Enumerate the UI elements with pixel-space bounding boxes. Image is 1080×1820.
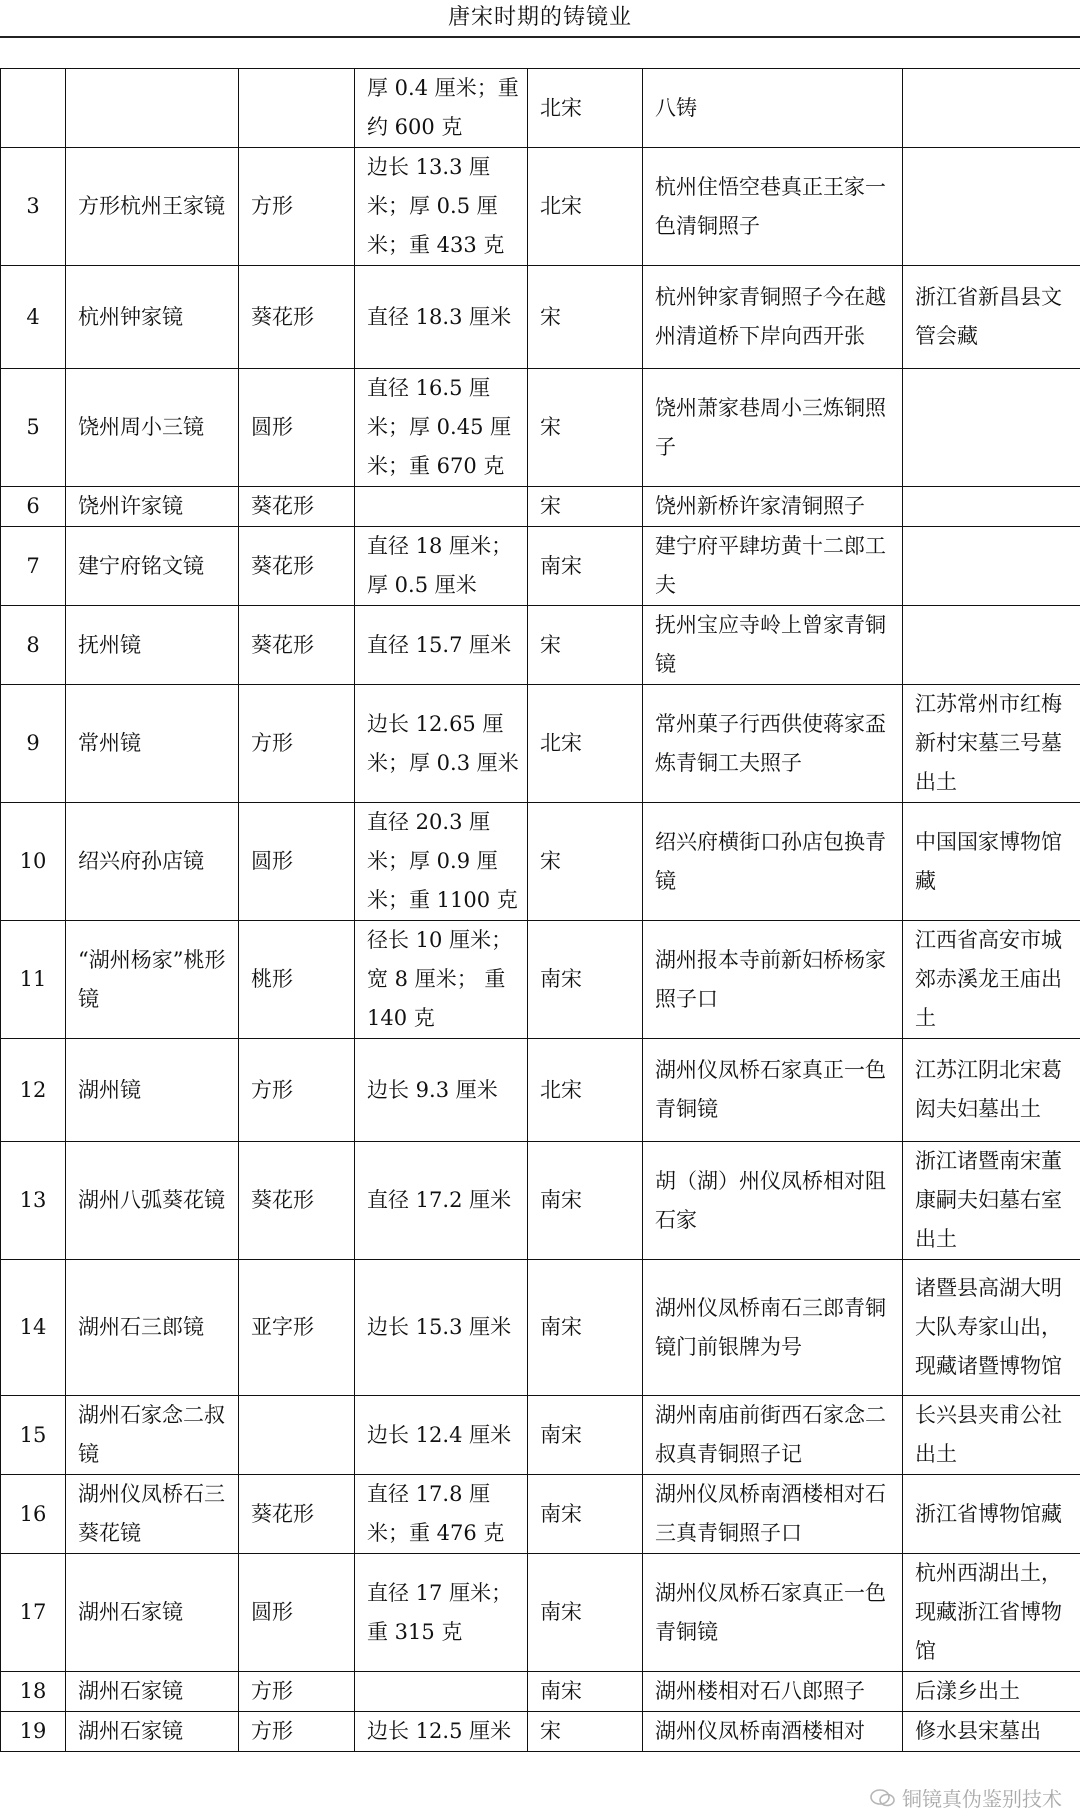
cell-mirror-name: 湖州仪凤桥石三葵花镜 (66, 1475, 239, 1554)
cell-era: 宋 (528, 369, 643, 487)
cell-shape: 亚字形 (239, 1260, 355, 1396)
table-row (1, 1712, 1080, 1752)
cell-inscription: 杭州住悟空巷真正王家一色清铜照子 (643, 148, 903, 266)
cell-number: 16 (1, 1475, 66, 1554)
cell-mirror-name: 绍兴府孙店镜 (66, 803, 239, 921)
cell-mirror-name: 湖州石三郎镜 (66, 1260, 239, 1396)
cell-source: 浙江省新昌县文管会藏 (903, 266, 1080, 369)
cell-mirror-name: 建宁府铭文镜 (66, 527, 239, 606)
table-row (1, 1475, 1080, 1554)
cell-mirror-name: 杭州钟家镜 (66, 266, 239, 369)
cell-era: 北宋 (528, 148, 643, 266)
cell-source: 长兴县夹甫公社出土 (903, 1396, 1080, 1475)
cell-size: 直径 17.8 厘米；重 476 克 (355, 1475, 528, 1554)
cell-size: 直径 17 厘米；重 315 克 (355, 1554, 528, 1672)
table-body (1, 69, 1080, 1752)
cell-mirror-name: 湖州镜 (66, 1039, 239, 1142)
cell-inscription: 湖州南庙前街西石家念二叔真青铜照子记 (643, 1396, 903, 1475)
cell-era: 宋 (528, 1712, 643, 1752)
table-row (1, 266, 1080, 369)
cell-shape: 方形 (239, 685, 355, 803)
cell-number: 17 (1, 1554, 66, 1672)
table-row (1, 1260, 1080, 1396)
cell-inscription: 湖州仪凤桥石家真正一色青铜镜 (643, 1554, 903, 1672)
cell-mirror-name: 湖州石家镜 (66, 1712, 239, 1752)
cell-inscription: 杭州钟家青铜照子今在越州清道桥下岸向西开张 (643, 266, 903, 369)
cell-shape: 葵花形 (239, 487, 355, 527)
cell-era: 宋 (528, 266, 643, 369)
cell-inscription: 湖州报本寺前新妇桥杨家照子口 (643, 921, 903, 1039)
cell-inscription: 湖州仪凤桥南酒楼相对 (643, 1712, 903, 1752)
cell-shape: 葵花形 (239, 1142, 355, 1260)
cell-shape (239, 69, 355, 148)
table-row (1, 1396, 1080, 1475)
cell-size: 边长 12.65 厘米；厚 0.3 厘米 (355, 685, 528, 803)
cell-inscription: 胡（湖）州仪凤桥相对阻石家 (643, 1142, 903, 1260)
cell-number (1, 69, 66, 148)
cell-inscription: 湖州仪凤桥石家真正一色青铜镜 (643, 1039, 903, 1142)
table-row (1, 1554, 1080, 1672)
table-row (1, 1142, 1080, 1260)
cell-mirror-name: 常州镜 (66, 685, 239, 803)
cell-inscription: 绍兴府横街口孙店包换青镜 (643, 803, 903, 921)
cell-shape: 方形 (239, 148, 355, 266)
cell-size: 直径 18 厘米；厚 0.5 厘米 (355, 527, 528, 606)
cell-size (355, 487, 528, 527)
cell-era: 南宋 (528, 1672, 643, 1712)
cell-size: 边长 12.4 厘米 (355, 1396, 528, 1475)
cell-shape: 圆形 (239, 803, 355, 921)
cell-number: 18 (1, 1672, 66, 1712)
cell-era: 宋 (528, 803, 643, 921)
cell-source (903, 487, 1080, 527)
cell-number: 10 (1, 803, 66, 921)
cell-era: 北宋 (528, 1039, 643, 1142)
cell-shape: 圆形 (239, 369, 355, 487)
cell-size: 边长 13.3 厘米；厚 0.5 厘米；重 433 克 (355, 148, 528, 266)
table-row (1, 487, 1080, 527)
cell-number: 15 (1, 1396, 66, 1475)
cell-number: 11 (1, 921, 66, 1039)
cell-number: 13 (1, 1142, 66, 1260)
watermark (870, 1783, 1062, 1812)
cell-shape: 桃形 (239, 921, 355, 1039)
table-row (1, 1039, 1080, 1142)
table-row (1, 1672, 1080, 1712)
cell-mirror-name (66, 69, 239, 148)
cell-mirror-name: 湖州八弧葵花镜 (66, 1142, 239, 1260)
cell-shape (239, 1396, 355, 1475)
table-row (1, 148, 1080, 266)
cell-source (903, 69, 1080, 148)
cell-size: 厚 0.4 厘米；重约 600 克 (355, 69, 528, 148)
table-row (1, 527, 1080, 606)
cell-era: 北宋 (528, 685, 643, 803)
table-row (1, 606, 1080, 685)
cell-source (903, 527, 1080, 606)
cell-inscription: 湖州仪凤桥南石三郎青铜镜门前银牌为号 (643, 1260, 903, 1396)
cell-shape: 葵花形 (239, 527, 355, 606)
cell-source: 江苏常州市红梅新村宋墓三号墓出土 (903, 685, 1080, 803)
cell-mirror-name: 湖州石家镜 (66, 1672, 239, 1712)
wechat-icon (870, 1788, 896, 1808)
cell-number: 9 (1, 685, 66, 803)
cell-source: 中国国家博物馆藏 (903, 803, 1080, 921)
cell-mirror-name: “湖州杨家”桃形镜 (66, 921, 239, 1039)
cell-number: 14 (1, 1260, 66, 1396)
cell-mirror-name: 方形杭州王家镜 (66, 148, 239, 266)
cell-source: 后漾乡出土 (903, 1672, 1080, 1712)
cell-mirror-name: 湖州石家镜 (66, 1554, 239, 1672)
cell-shape: 方形 (239, 1672, 355, 1712)
cell-era: 南宋 (528, 1396, 643, 1475)
cell-era: 南宋 (528, 1260, 643, 1396)
cell-inscription: 饶州萧家巷周小三炼铜照子 (643, 369, 903, 487)
cell-source (903, 606, 1080, 685)
header-divider (0, 36, 1080, 38)
cell-number: 6 (1, 487, 66, 527)
cell-shape: 葵花形 (239, 1475, 355, 1554)
cell-number: 7 (1, 527, 66, 606)
cell-size: 边长 15.3 厘米 (355, 1260, 528, 1396)
cell-inscription: 抚州宝应寺岭上曾家青铜镜 (643, 606, 903, 685)
table-row (1, 803, 1080, 921)
cell-mirror-name: 抚州镜 (66, 606, 239, 685)
cell-era: 宋 (528, 487, 643, 527)
cell-number: 4 (1, 266, 66, 369)
table-row (1, 685, 1080, 803)
cell-mirror-name: 饶州许家镜 (66, 487, 239, 527)
cell-era: 南宋 (528, 527, 643, 606)
cell-shape: 葵花形 (239, 606, 355, 685)
cell-size (355, 1672, 528, 1712)
cell-inscription: 湖州楼相对石八郎照子 (643, 1672, 903, 1712)
cell-shape: 葵花形 (239, 266, 355, 369)
cell-number: 3 (1, 148, 66, 266)
cell-number: 19 (1, 1712, 66, 1752)
cell-source: 杭州西湖出土，现藏浙江省博物馆 (903, 1554, 1080, 1672)
table-row (1, 69, 1080, 148)
cell-size: 边长 12.5 厘米 (355, 1712, 528, 1752)
cell-size: 直径 15.7 厘米 (355, 606, 528, 685)
cell-inscription: 常州菓子行西供使蒋家盃炼青铜工夫照子 (643, 685, 903, 803)
cell-era: 南宋 (528, 921, 643, 1039)
cell-mirror-name: 湖州石家念二叔镜 (66, 1396, 239, 1475)
cell-source: 江苏江阴北宋葛闳夫妇墓出土 (903, 1039, 1080, 1142)
cell-source (903, 148, 1080, 266)
watermark-text: 铜镜真伪鉴别技术 (902, 1787, 1062, 1811)
cell-shape: 方形 (239, 1712, 355, 1752)
cell-inscription: 建宁府平肆坊黄十二郎工夫 (643, 527, 903, 606)
cell-size: 边长 9.3 厘米 (355, 1039, 528, 1142)
cell-era: 南宋 (528, 1142, 643, 1260)
cell-mirror-name: 饶州周小三镜 (66, 369, 239, 487)
cell-shape: 圆形 (239, 1554, 355, 1672)
cell-inscription: 八铸 (643, 69, 903, 148)
cell-era: 北宋 (528, 69, 643, 148)
cell-size: 直径 18.3 厘米 (355, 266, 528, 369)
cell-era: 南宋 (528, 1554, 643, 1672)
cell-number: 5 (1, 369, 66, 487)
mirror-table (0, 68, 1080, 1752)
page-header-title: 唐宋时期的铸镜业 (447, 5, 632, 30)
cell-era: 南宋 (528, 1475, 643, 1554)
table-row (1, 921, 1080, 1039)
cell-size: 径长 10 厘米；宽 8 厘米； 重 140 克 (355, 921, 528, 1039)
cell-era: 宋 (528, 606, 643, 685)
cell-source: 浙江诸暨南宋董康嗣夫妇墓右室出土 (903, 1142, 1080, 1260)
cell-inscription: 湖州仪凤桥南酒楼相对石三真青铜照子口 (643, 1475, 903, 1554)
cell-source: 诸暨县高湖大明大队寿家山出，现藏诸暨博物馆 (903, 1260, 1080, 1396)
table-row (1, 369, 1080, 487)
cell-number: 12 (1, 1039, 66, 1142)
cell-source (903, 369, 1080, 487)
cell-source: 修水县宋墓出 (903, 1712, 1080, 1752)
cell-shape: 方形 (239, 1039, 355, 1142)
cell-source: 浙江省博物馆藏 (903, 1475, 1080, 1554)
cell-source: 江西省高安市城郊赤溪龙王庙出土 (903, 921, 1080, 1039)
cell-size: 直径 16.5 厘米；厚 0.45 厘米；重 670 克 (355, 369, 528, 487)
cell-size: 直径 20.3 厘米；厚 0.9 厘米；重 1100 克 (355, 803, 528, 921)
cell-inscription: 饶州新桥许家清铜照子 (643, 487, 903, 527)
cell-number: 8 (1, 606, 66, 685)
cell-size: 直径 17.2 厘米 (355, 1142, 528, 1260)
